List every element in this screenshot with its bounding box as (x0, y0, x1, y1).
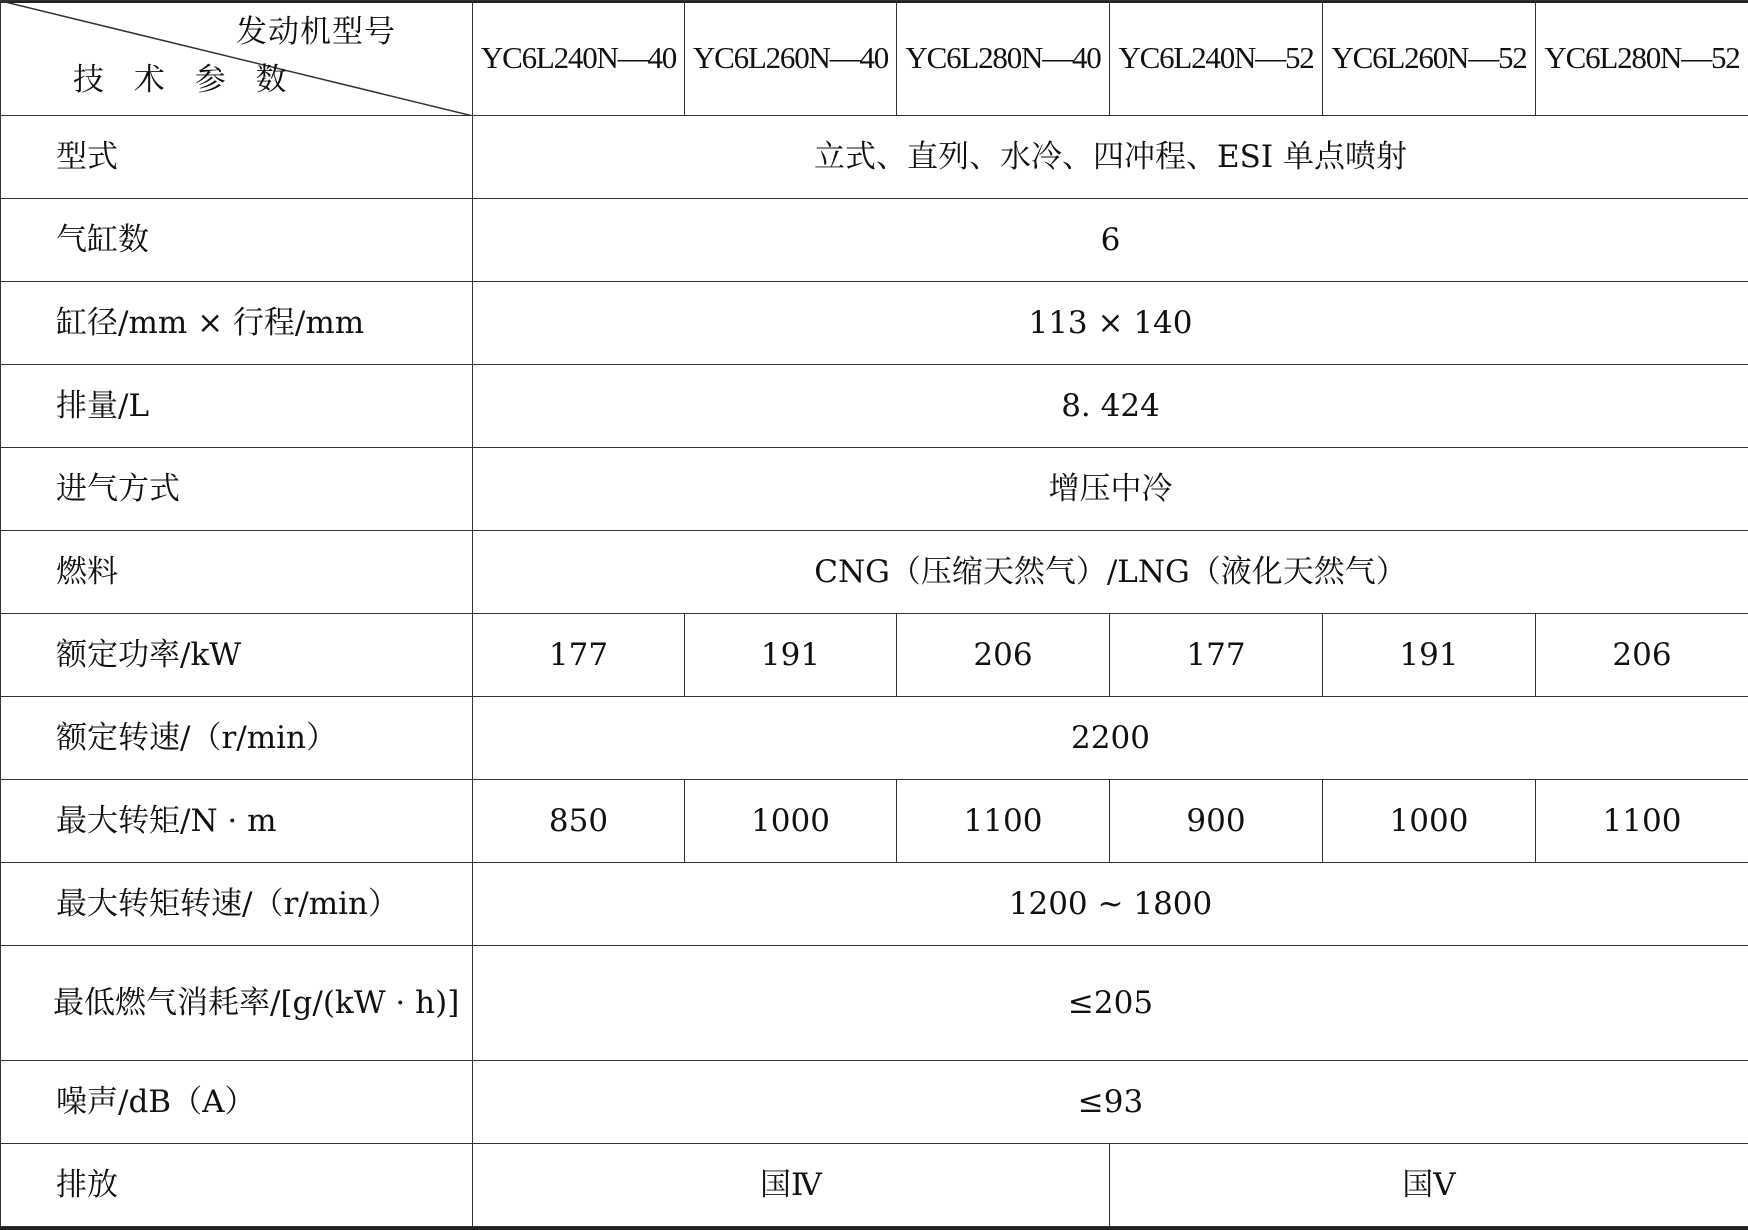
row-value: 立式、直列、水冷、四冲程、ESI 单点喷射 (473, 116, 1748, 199)
model-header: YC6L240N—40 (473, 1, 685, 116)
model-header: YC6L280N—40 (897, 1, 1110, 116)
row-value: 1000 (685, 780, 897, 863)
header-corner-cell (1, 1, 473, 116)
table-row-cylinders (1, 199, 1748, 282)
row-value: 增压中冷 (473, 448, 1748, 531)
row-value: 850 (473, 780, 685, 863)
row-value: 8. 424 (473, 365, 1748, 448)
row-value: 2200 (473, 697, 1748, 780)
row-label: 排量/L (1, 365, 473, 448)
table-row-max-torque-speed (1, 863, 1748, 946)
engine-model-heading: 发动机型号 (236, 14, 396, 50)
header-row (1, 1, 1748, 116)
model-header: YC6L260N—40 (685, 1, 897, 116)
row-value: 191 (1323, 614, 1536, 697)
table-row-emission (1, 1144, 1748, 1227)
row-label: 额定转速/（r/min） (1, 697, 473, 780)
row-value: 1100 (1536, 780, 1748, 863)
table-row-rated-power (1, 614, 1748, 697)
row-value: 1100 (897, 780, 1110, 863)
table-row-bore-stroke (1, 282, 1748, 365)
row-value: 6 (473, 199, 1748, 282)
row-value: 国Ⅴ (1110, 1144, 1748, 1227)
model-header: YC6L280N—52 (1536, 1, 1748, 116)
row-label: 进气方式 (1, 448, 473, 531)
row-label: 排放 (1, 1144, 473, 1227)
row-value: 177 (473, 614, 685, 697)
table-row-intake (1, 448, 1748, 531)
row-value: 177 (1110, 614, 1323, 697)
table-row-displacement (1, 365, 1748, 448)
table-row-max-torque (1, 780, 1748, 863)
table-row-fuel (1, 531, 1748, 614)
table-row-min-gas-consumption (1, 946, 1748, 1061)
row-value: 191 (685, 614, 897, 697)
model-header: YC6L240N—52 (1110, 1, 1323, 116)
table-row-noise (1, 1061, 1748, 1144)
row-value: ≤205 (473, 946, 1748, 1061)
row-value: 206 (1536, 614, 1748, 697)
row-label: 最大转矩转速/（r/min） (1, 863, 473, 946)
row-value: CNG（压缩天然气）/LNG（液化天然气） (473, 531, 1748, 614)
row-label: 额定功率/kW (1, 614, 473, 697)
row-label: 最大转矩/N · m (1, 780, 473, 863)
row-value: 1200 ~ 1800 (473, 863, 1748, 946)
row-label: 气缸数 (1, 199, 473, 282)
row-label: 型式 (1, 116, 473, 199)
row-label: 最低燃气消耗率/[g/(kW · h)] (1, 946, 473, 1061)
row-value: 113 × 140 (473, 282, 1748, 365)
row-value: 206 (897, 614, 1110, 697)
row-value: 900 (1110, 780, 1323, 863)
table-row-type (1, 116, 1748, 199)
row-value: ≤93 (473, 1061, 1748, 1144)
row-label: 缸径/mm × 行程/mm (1, 282, 473, 365)
row-label: 燃料 (1, 531, 473, 614)
row-value: 1000 (1323, 780, 1536, 863)
model-header: YC6L260N—52 (1323, 1, 1536, 116)
row-value: 国Ⅳ (473, 1144, 1110, 1227)
tech-params-heading: 技 术 参 数 (73, 62, 297, 98)
table-row-rated-speed (1, 697, 1748, 780)
row-label: 噪声/dB（A） (1, 1061, 473, 1144)
